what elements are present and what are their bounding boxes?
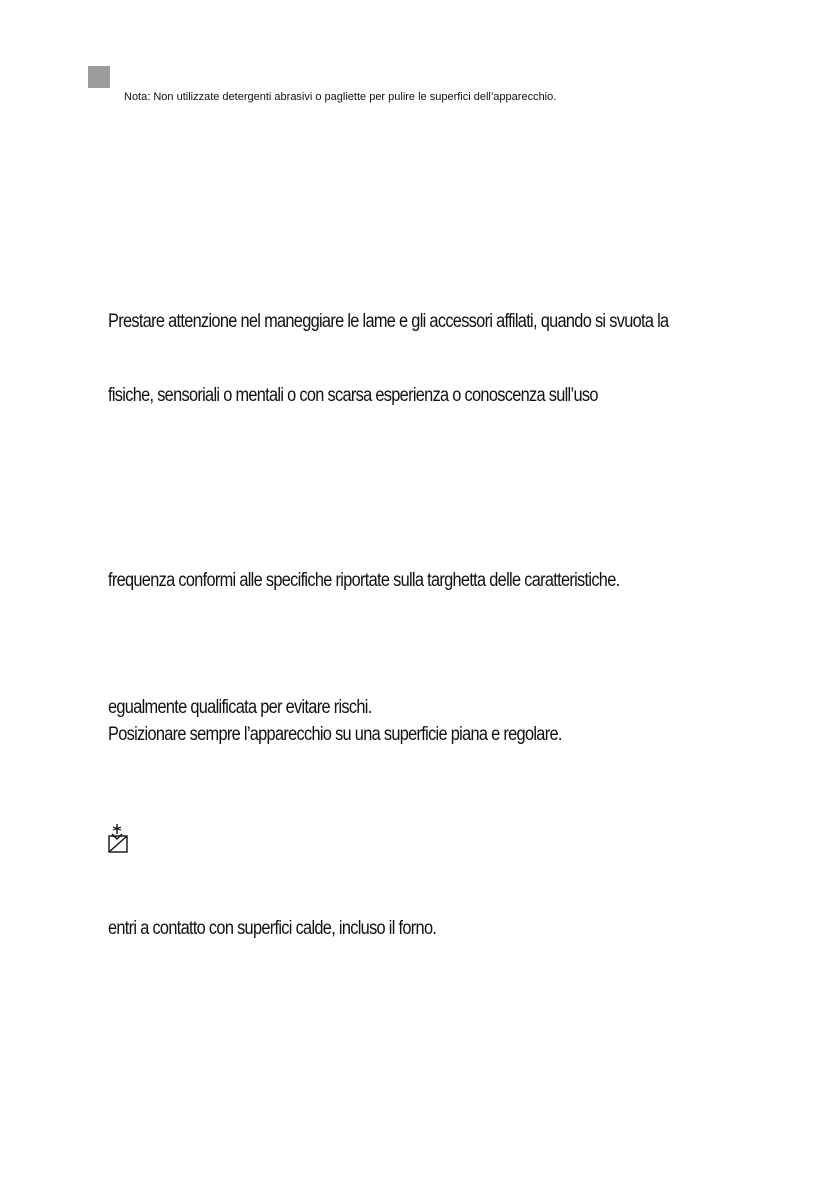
body-line-3: frequenza conformi alle specifiche riportate sulla targhetta delle caratteristiche. <box>108 570 620 591</box>
body-line-6: entri a contatto con superfici calde, incluso il forno. <box>108 918 437 939</box>
body-line-2: fisiche, sensoriali o mentali o con scarsa esperienza o conoscenza sull’uso <box>108 385 598 406</box>
body-line-4: egualmente qualificata per evitare rischi. <box>108 697 372 718</box>
gray-square-marker <box>88 66 110 88</box>
body-line-5: Posizionare sempre l’apparecchio su una superficie piana e regolare. <box>108 724 562 745</box>
body-line-1: Prestare attenzione nel maneggiare le lame e gli accessori affilati, quando si svuota la <box>108 311 669 332</box>
note-text: Nota: Non utilizzate detergenti abrasivi o pagliette per pulire le superfici dell’apparecchio. <box>124 91 557 103</box>
plug-disconnect-icon <box>106 823 132 853</box>
